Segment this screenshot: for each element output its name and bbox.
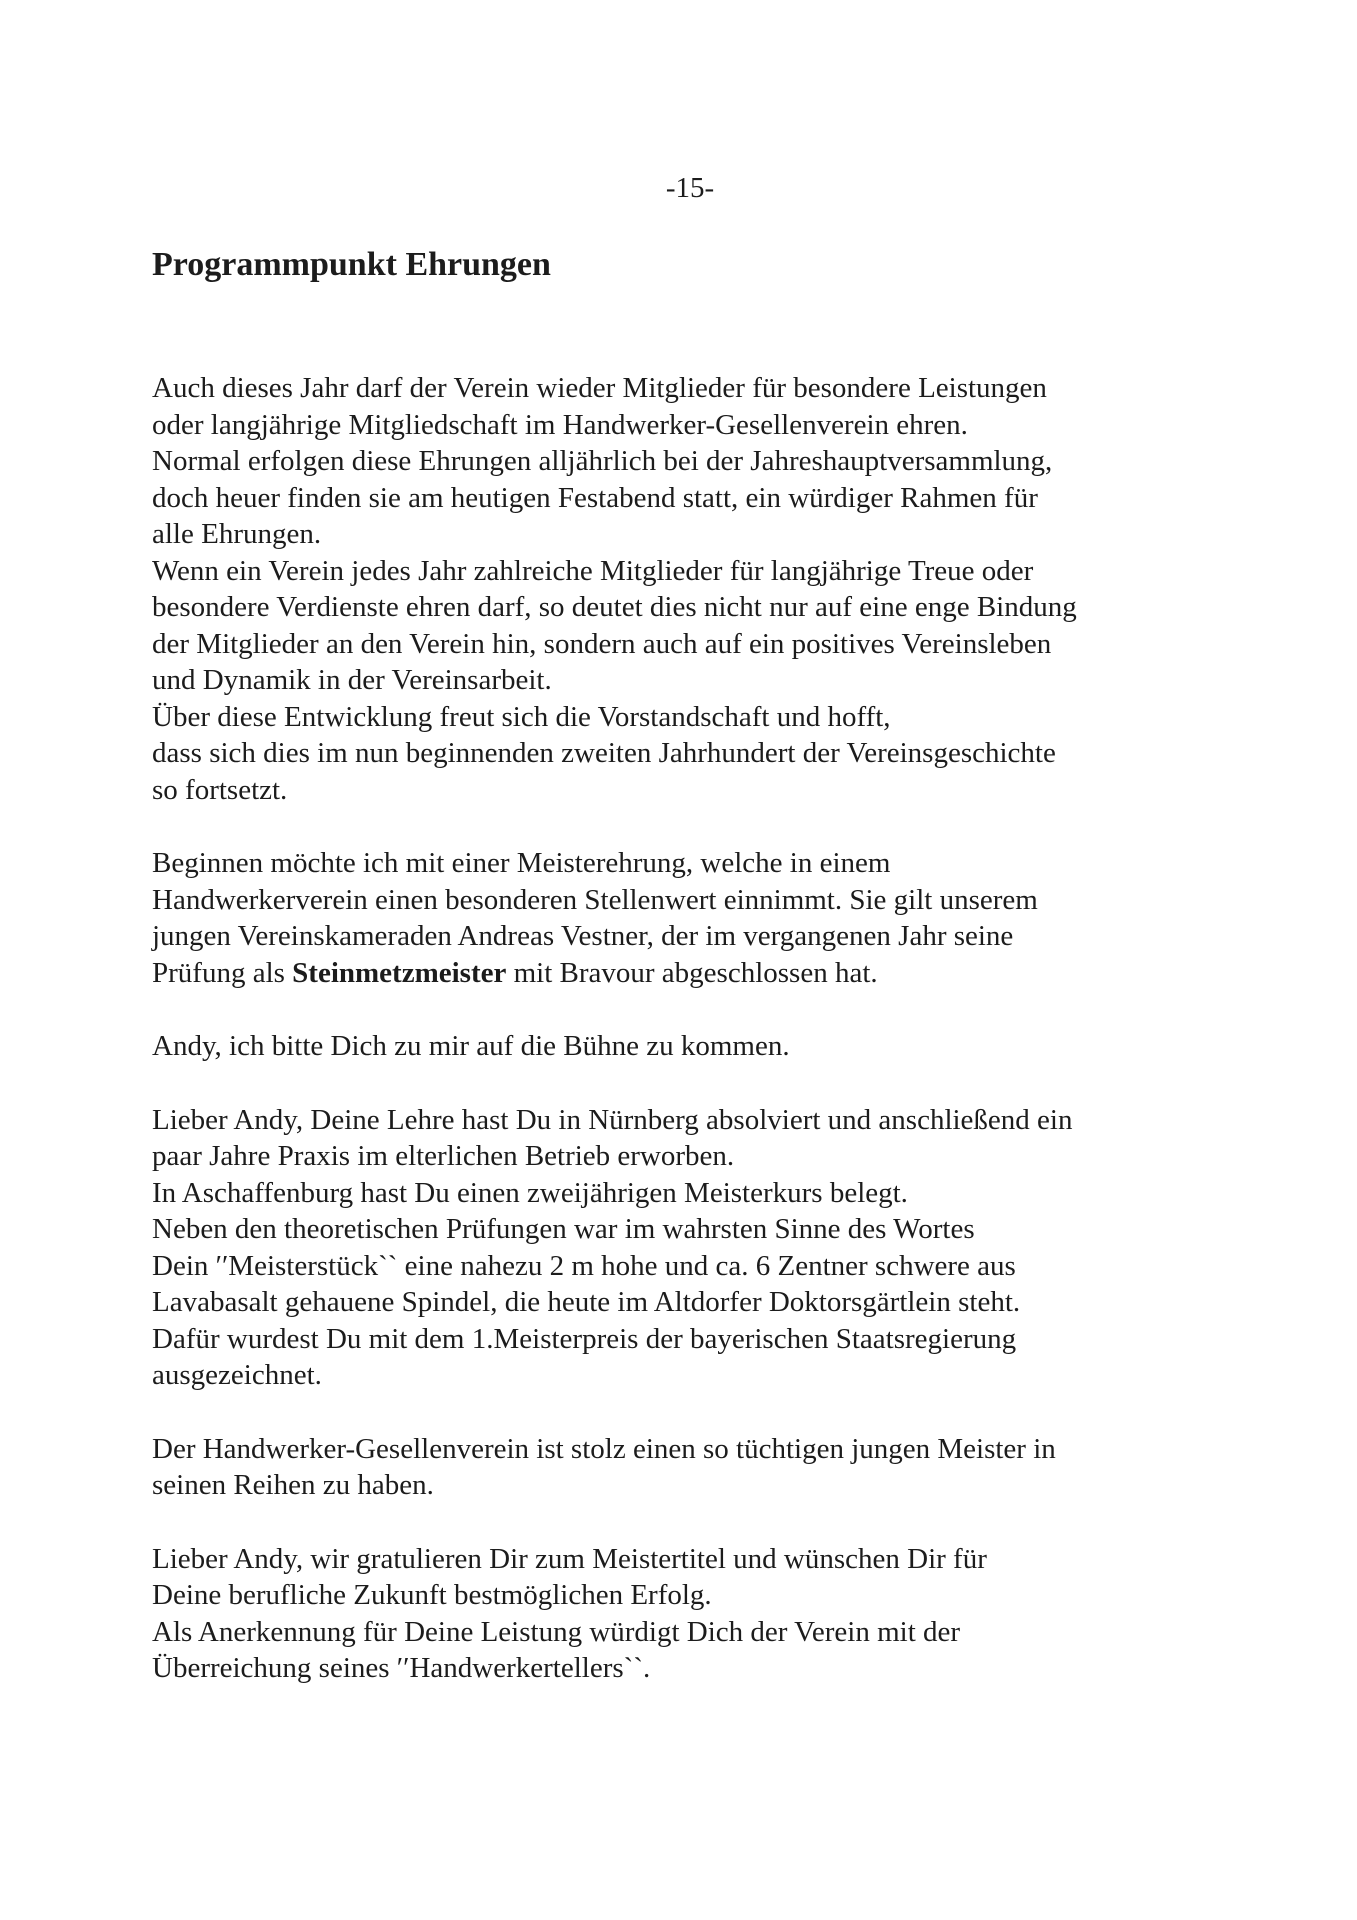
paragraph-gap [152, 1504, 1252, 1541]
text-line: doch heuer finden sie am heutigen Festabend statt, ein würdiger Rahmen für [152, 481, 1038, 514]
paragraph-gap [152, 991, 1252, 1028]
text-line: alle Ehrungen. [152, 518, 322, 550]
text-line: Normal erfolgen diese Ehrungen alljährlich bei der Jahreshauptversammlung, [152, 445, 1053, 477]
paragraph-intro [152, 370, 1252, 808]
paragraph-gap [152, 1065, 1252, 1102]
paragraph-gap [152, 808, 1252, 845]
text-line: Überreichung seines ′′Handwerkertellers``. [152, 1652, 651, 1684]
text-line: Als Anerkennung für Deine Leistung würdigt Dich der Verein mit der [152, 1615, 961, 1648]
text-line: ausgezeichnet. [152, 1359, 322, 1391]
text-line: Neben den theoretischen Prüfungen war im wahrsten Sinne des Wortes [152, 1213, 975, 1245]
text-line: seinen Reihen zu haben. [152, 1469, 434, 1501]
text-line: Deine berufliche Zukunft bestmöglichen Erfolg. [152, 1579, 712, 1611]
text-line: oder langjährige Mitgliedschaft im Handwerker-Gesellenverein ehren. [152, 408, 968, 441]
text-line [152, 955, 1252, 992]
text-line: Beginnen möchte ich mit einer Meisterehrung, welche in einem [152, 847, 891, 879]
paragraph-pride [152, 1431, 1252, 1504]
text-line: Lieber Andy, wir gratulieren Dir zum Meistertitel und wünschen Dir für [152, 1542, 987, 1575]
text-line: Lieber Andy, Deine Lehre hast Du in Nürnberg absolviert und anschließend ein [152, 1103, 1073, 1136]
text-line: Dein ′′Meisterstück`` eine nahezu 2 m hohe und ca. 6 Zentner schwere aus [152, 1249, 1016, 1282]
paragraph-congratulation [152, 1541, 1252, 1687]
text-line: Dafür wurdest Du mit dem 1.Meisterpreis der bayerischen Staatsregierung [152, 1322, 1017, 1355]
body-text [152, 370, 1252, 1687]
text-line: Auch dieses Jahr darf der Verein wieder Mitglieder für besondere Leistungen [152, 372, 1047, 404]
text-fragment: Prüfung als [152, 956, 293, 989]
paragraph-laudatio [152, 1102, 1252, 1394]
text-line: Handwerkerverein einen besonderen Stellenwert einnimmt. Sie gilt unserem [152, 883, 1038, 916]
paragraph-invitation [152, 1028, 1252, 1065]
text-line: Über diese Entwicklung freut sich die Vorstandschaft und hofft, [152, 700, 891, 733]
text-line: Andy, ich bitte Dich zu mir auf die Bühne zu kommen. [152, 1030, 790, 1062]
text-line: Lavabasalt gehauene Spindel, die heute im Altdorfer Doktorsgärtlein steht. [152, 1286, 1021, 1318]
emphasized-title: Steinmetzmeister [292, 956, 507, 989]
text-line: so fortsetzt. [152, 773, 288, 806]
text-line: In Aschaffenburg hast Du einen zweijährigen Meisterkurs belegt. [152, 1176, 908, 1209]
text-line: besondere Verdienste ehren darf, so deutet dies nicht nur auf eine enge Bindung [152, 591, 1077, 623]
paragraph-gap [152, 1394, 1252, 1431]
text-fragment: mit Bravour abgeschlossen hat. [506, 956, 878, 989]
text-line: paar Jahre Praxis im elterlichen Betrieb erworben. [152, 1140, 735, 1172]
text-line: der Mitglieder an den Verein hin, sondern auch auf ein positives Vereinsleben [152, 627, 1052, 660]
text-line: Wenn ein Verein jedes Jahr zahlreiche Mitglieder für langjährige Treue oder [152, 554, 1034, 587]
text-line: und Dynamik in der Vereinsarbeit. [152, 664, 552, 696]
text-line: jungen Vereinskameraden Andreas Vestner, der im vergangenen Jahr seine [152, 920, 1014, 952]
page-title: Programmpunkt Ehrungen [152, 246, 551, 283]
paragraph-meisterehrung [152, 845, 1252, 991]
page-number: -15- [665, 172, 715, 204]
text-line: Der Handwerker-Gesellenverein ist stolz einen so tüchtigen jungen Meister in [152, 1432, 1056, 1465]
text-line: dass sich dies im nun beginnenden zweiten Jahrhundert der Vereinsgeschichte [152, 737, 1056, 769]
